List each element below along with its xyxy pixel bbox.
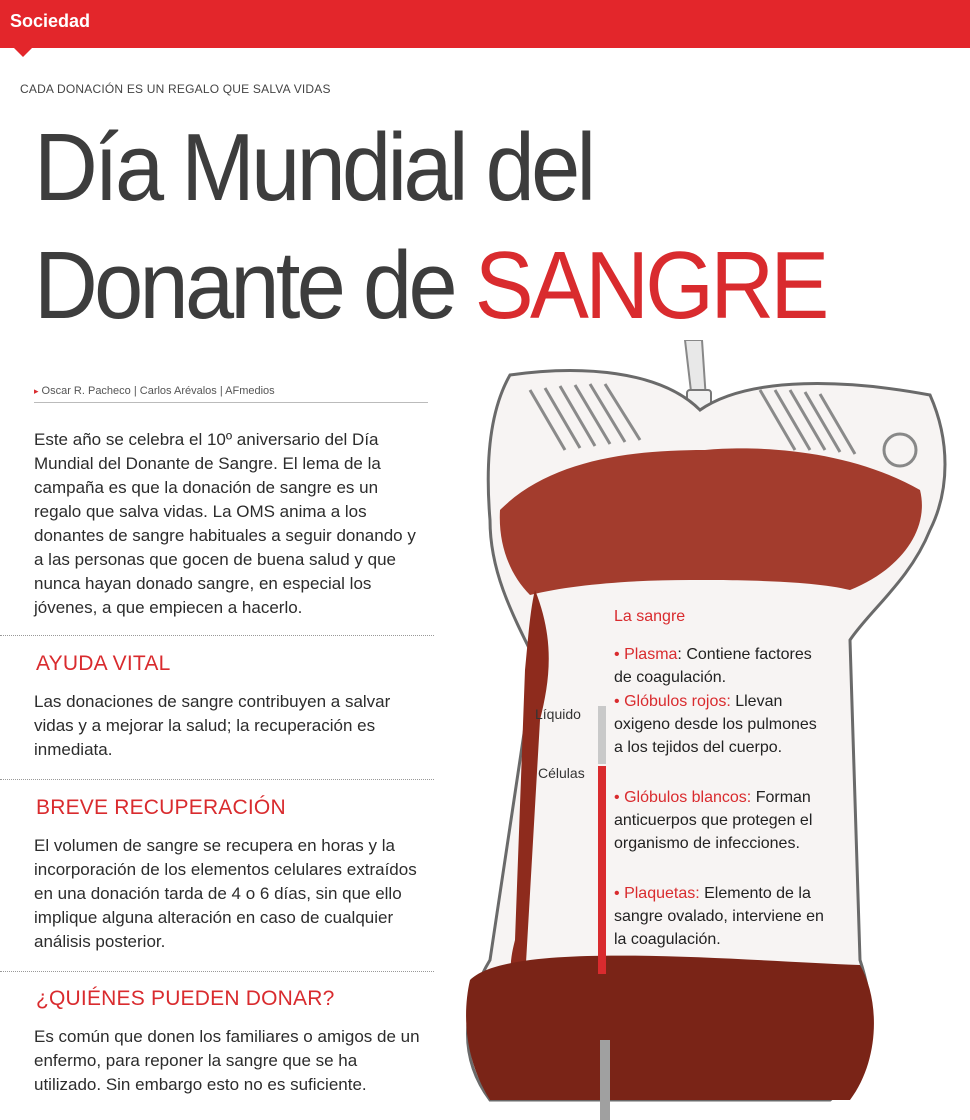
byline-arrow-icon: ▸: [34, 386, 39, 396]
infographic-item-plasma: [614, 643, 828, 689]
section-body-donar: Es común que donen los familiares o amigos de un enfermo, para reponer la sangre que se ha utilizado. Sin embargo esto no es suficiente.: [34, 1027, 420, 1094]
headline-part-grey: Donante de: [34, 232, 475, 339]
kicker: CADA DONACIÓN ES UN REGALO QUE SALVA VIDAS: [20, 82, 331, 96]
infographic-title: La sangre: [614, 608, 686, 625]
item-desc: Llevan oxigeno desde los pulmones a los tejidos del cuerpo.: [614, 693, 817, 756]
bag-bottom-tube: [600, 1040, 610, 1120]
item-term: Glóbulos blancos:: [624, 789, 752, 806]
section-heading-donar: ¿QUIÉNES PUEDEN DONAR?: [36, 987, 335, 1010]
item-term: Glóbulos rojos:: [624, 693, 731, 710]
cells-indicator-bar: [598, 766, 606, 974]
section-divider: [0, 971, 434, 972]
label-liquido: Líquido: [535, 706, 581, 722]
infographic-item-globulos-blancos: [614, 786, 828, 855]
item-term: Plasma: [624, 646, 678, 663]
bullet-icon: •: [614, 789, 620, 806]
byline: [34, 385, 275, 397]
label-celulas: Células: [538, 765, 585, 781]
item-separator: :: [677, 646, 682, 663]
section-divider: [0, 635, 434, 636]
section-label: Sociedad: [10, 11, 91, 31]
infographic-item-plaquetas: [614, 882, 828, 951]
item-desc: Forman anticuerpos que protegen el organismo de infecciones.: [614, 789, 813, 852]
byline-authors: Oscar R. Pacheco | Carlos Arévalos | AFmedios: [41, 385, 275, 397]
item-desc: Elemento de la sangre ovalado, interviene en la coagulación.: [614, 885, 824, 948]
byline-divider: [34, 402, 428, 403]
bullet-icon: •: [614, 885, 620, 902]
section-heading-recuperacion: BREVE RECUPERACIÓN: [36, 796, 286, 819]
headline-line-2: [34, 232, 826, 339]
headline-line-1: Día Mundial del: [34, 114, 593, 221]
headline-part-red: SANGRE: [474, 232, 826, 339]
liquid-indicator-bar: [598, 706, 606, 764]
section-body-ayuda: Las donaciones de sangre contribuyen a salvar vidas y a mejorar la salud; la recuperación es inmediata.: [34, 692, 391, 759]
bullet-icon: •: [614, 646, 620, 663]
intro-paragraph: Este año se celebra el 10º aniversario del Día Mundial del Donante de Sangre. El lema de la campaña es que la donación de sangre es un regalo que salva vidas. La OMS anima a los donantes de sangre habituales a seguir donando y a las personas que gocen de buena salud y que nunca hayan donado sangre, en especial los jóvenes, a que empiecen a hacerlo.: [34, 430, 416, 617]
section-bar: [0, 0, 970, 48]
bullet-icon: •: [614, 693, 620, 710]
section-body-recuperacion: El volumen de sangre se recupera en horas y la incorporación de los elementos celulares extraídos en una donación tarda de 4 o 6 días, sin que ello implique alguna alteración en caso de cualquier análisis posterior.: [34, 836, 417, 951]
section-divider: [0, 779, 434, 780]
blood-bottom: [466, 956, 874, 1100]
infographic-item-globulos-rojos: [614, 690, 828, 759]
item-desc: Contiene factores de coagulación.: [614, 646, 812, 686]
item-term: Plaquetas:: [624, 885, 700, 902]
section-heading-ayuda: AYUDA VITAL: [36, 652, 171, 675]
section-bar-notch: [14, 48, 32, 57]
